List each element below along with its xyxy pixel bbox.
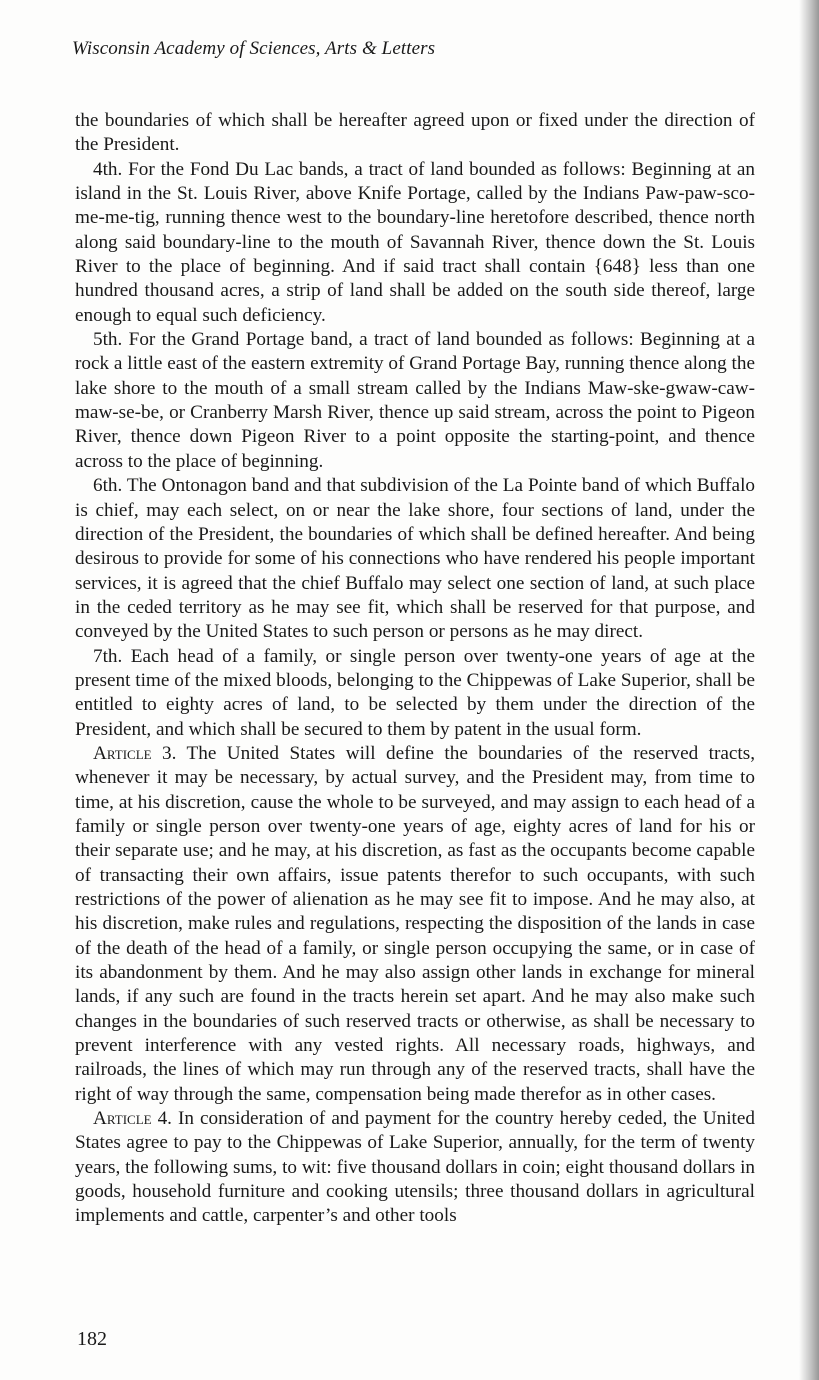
paragraph-7th: 7th. Each head of a family, or single person over twenty-one years of age at the present time of the mixed bloods, belonging to the Chippewas of Lake Superior, shall be entitled to eighty acres of land, to be selected by them under the direction of the President, and which shall be secured to them by patent in the usual form. bbox=[75, 645, 755, 740]
paragraph-continuation: the boundaries of which shall be hereafter agreed upon or fixed under the direction of the President. bbox=[75, 110, 755, 156]
binding-shadow bbox=[799, 0, 819, 1380]
article-text: The United States will define the boundaries of the reserved tracts, whenever it may be necessary, by actual survey, and the President may, from time to time, at his discretion, cause the whole to be surveyed, and may assign to each head of a family or single person over twenty-one years of age, eighty acres of land for his or their separate use; and he may, at his discretion, as fast as the occupants become capable of transacting their own affairs, issue patents therefor to such occupants, with such restrictions of the power of alienation as he may see fit to impose. And he may also, at his discretion, make rules and regulations, respecting the disposition of the lands in case of the death of the head of a family, or single person occupying the same, or in case of its abandonment by them. And he may also assign other lands in exchange for mineral lands, if any such are found in the tracts herein set apart. And he may also make such changes in the boundaries of such reserved tracts or otherwise, as shall be necessary to prevent interference with any vested rights. All necessary roads, highways, and railroads, the lines of which may run through any of the reserved tracts, shall have the right of way through the same, compensation being made therefor as in other cases. bbox=[75, 742, 755, 1105]
body-text bbox=[75, 109, 755, 1229]
paragraph-6th: 6th. The Ontonagon band and that subdivision of the La Pointe band of which Buffalo is chief, may each select, on or near the lake shore, four sections of land, under the direction of the President, the boundaries of which shall be defined hereafter. And being desirous to provide for some of his connections who have rendered his people important services, it is agreed that the chief Buffalo may select one section of land, at such place in the ceded territory as he may see fit, which shall be reserved for that purpose, and conveyed by the United States to such person or persons as he may direct. bbox=[75, 475, 755, 643]
running-head: Wisconsin Academy of Sciences, Arts & Letters bbox=[72, 38, 436, 59]
article-label: Article 4. bbox=[93, 1108, 172, 1130]
page-number: 182 bbox=[77, 1328, 107, 1350]
paragraph-4th: 4th. For the Fond Du Lac bands, a tract of land bounded as follows: Beginning at an island in the St. Louis River, above Knife Portage, called by the Indians Paw-paw-sco-me-me-tig, running thence west to the boundary-line heretofore described, thence north along said boundary-line to the mouth of Savannah River, thence down the St. Louis River to the place of beginning. And if said tract shall contain {648} less than one hundred thousand acres, a strip of land shall be added on the south side thereof, large enough to equal such deficiency. bbox=[75, 158, 755, 326]
article-label: Article 3. bbox=[93, 742, 177, 764]
paragraph-5th: 5th. For the Grand Portage band, a tract of land bounded as follows: Beginning at a rock a little east of the eastern extremity of Grand Portage Bay, running thence along the lake shore to the mouth of a small stream called by the Indians Maw-ske-gwaw-caw-maw-se-be, or Cranberry Marsh River, thence up said stream, across the point to Pigeon River, thence down Pigeon River to a point opposite the starting-point, and thence across to the place of beginning. bbox=[75, 329, 755, 472]
article-text: In consideration of and payment for the country hereby ceded, the United States agree to pay to the Chippewas of Lake Superior, annually, for the term of twenty years, the following sums, to wit: five thousand dollars in coin; eight thousand dollars in goods, household furniture and cooking utensils; three thousand dollars in agricultural implements and cattle, carpenter’s and other tools bbox=[75, 1108, 755, 1227]
paragraph-article-3 bbox=[75, 742, 755, 1107]
paragraph-article-4 bbox=[75, 1107, 755, 1229]
